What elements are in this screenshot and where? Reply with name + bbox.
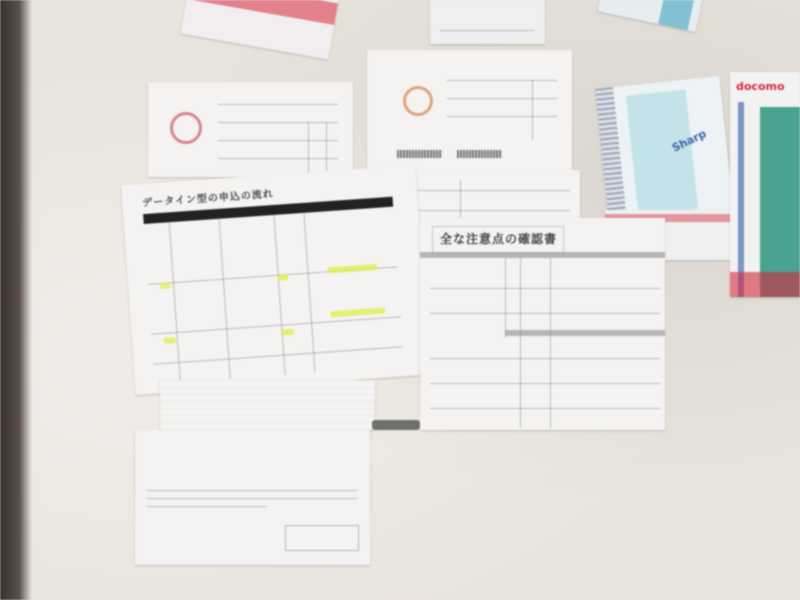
bottom-instruction-sheet bbox=[135, 430, 370, 565]
sheet-title: 全な注意点の確認書 bbox=[440, 232, 558, 246]
sheet-title: データイン型の申込の流れ bbox=[141, 188, 275, 210]
highlighted-procedure-sheet bbox=[121, 165, 430, 395]
top-right-box bbox=[598, 0, 703, 32]
highlight-mark bbox=[160, 282, 170, 289]
invoice-sheet-right bbox=[367, 50, 572, 175]
invoice-sheet-left bbox=[148, 82, 353, 177]
center-checklist-sheet bbox=[420, 218, 665, 430]
sharp-booklet bbox=[595, 76, 734, 228]
highlight-mark bbox=[327, 264, 377, 273]
red-seal-stamp bbox=[170, 112, 202, 144]
notice-sheet bbox=[160, 380, 375, 430]
barcode bbox=[397, 150, 442, 158]
grey-strip bbox=[372, 420, 420, 430]
barcode bbox=[457, 150, 502, 158]
booklet-brand: Sharp bbox=[669, 127, 709, 155]
top-left-envelope bbox=[180, 0, 339, 60]
highlight-mark bbox=[278, 274, 288, 281]
highlight-mark bbox=[281, 329, 293, 336]
orange-seal-stamp bbox=[403, 86, 433, 116]
booklet-brand: docomo bbox=[736, 80, 785, 93]
dark-left-edge bbox=[0, 0, 32, 600]
highlight-mark bbox=[164, 337, 176, 344]
docomo-booklet bbox=[730, 72, 800, 297]
top-small-box bbox=[430, 0, 545, 44]
highlight-mark bbox=[330, 307, 385, 317]
